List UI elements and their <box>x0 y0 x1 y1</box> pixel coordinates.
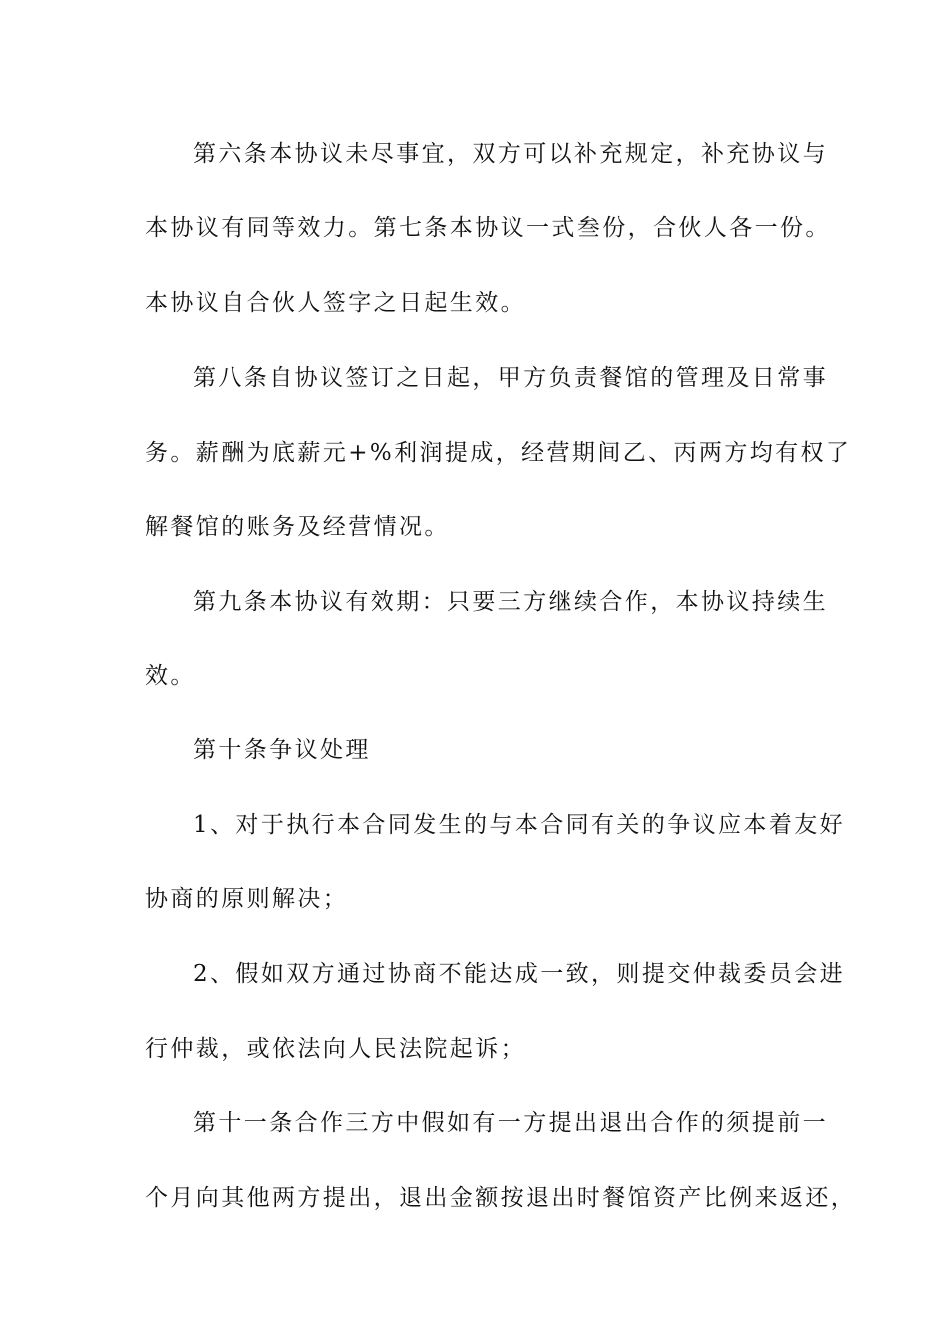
clause-2-line-2: 行仲裁，或依法向人民法院起诉； <box>145 1036 526 1062</box>
article-8-line-1: 第八条自协议签订之日起，甲方负责餐馆的管理及日常事 <box>193 365 828 391</box>
article-6-7-line-2: 本协议有同等效力。第七条本协议一式叁份，合伙人各一份。 <box>145 215 831 241</box>
clause-1-line-1: 1、对于执行本合同发生的与本合同有关的争议应本着友好 <box>193 812 846 838</box>
article-9-line-2: 效。 <box>145 663 196 689</box>
article-10-heading: 第十条争议处理 <box>193 737 371 763</box>
article-9-line-1: 第九条本协议有效期：只要三方继续合作，本协议持续生 <box>193 589 828 615</box>
article-8-line-2: 务。薪酬为底薪元+%利润提成，经营期间乙、丙两方均有权了 <box>145 440 852 466</box>
article-6-line-1: 第六条本协议未尽事宜，双方可以补充规定，补充协议与 <box>193 141 828 167</box>
clause-2-line-1: 2、假如双方通过协商不能达成一致，则提交仲裁委员会进 <box>193 961 846 987</box>
article-8-line-3: 解餐馆的账务及经营情况。 <box>145 514 450 540</box>
article-7-line-3: 本协议自合伙人签字之日起生效。 <box>145 290 526 316</box>
article-11-line-1: 第十一条合作三方中假如有一方提出退出合作的须提前一 <box>193 1110 828 1136</box>
article-11-line-2: 个月向其他两方提出，退出金额按退出时餐馆资产比例来返还， <box>145 1185 857 1211</box>
clause-1-line-2: 协商的原则解决； <box>145 886 349 912</box>
